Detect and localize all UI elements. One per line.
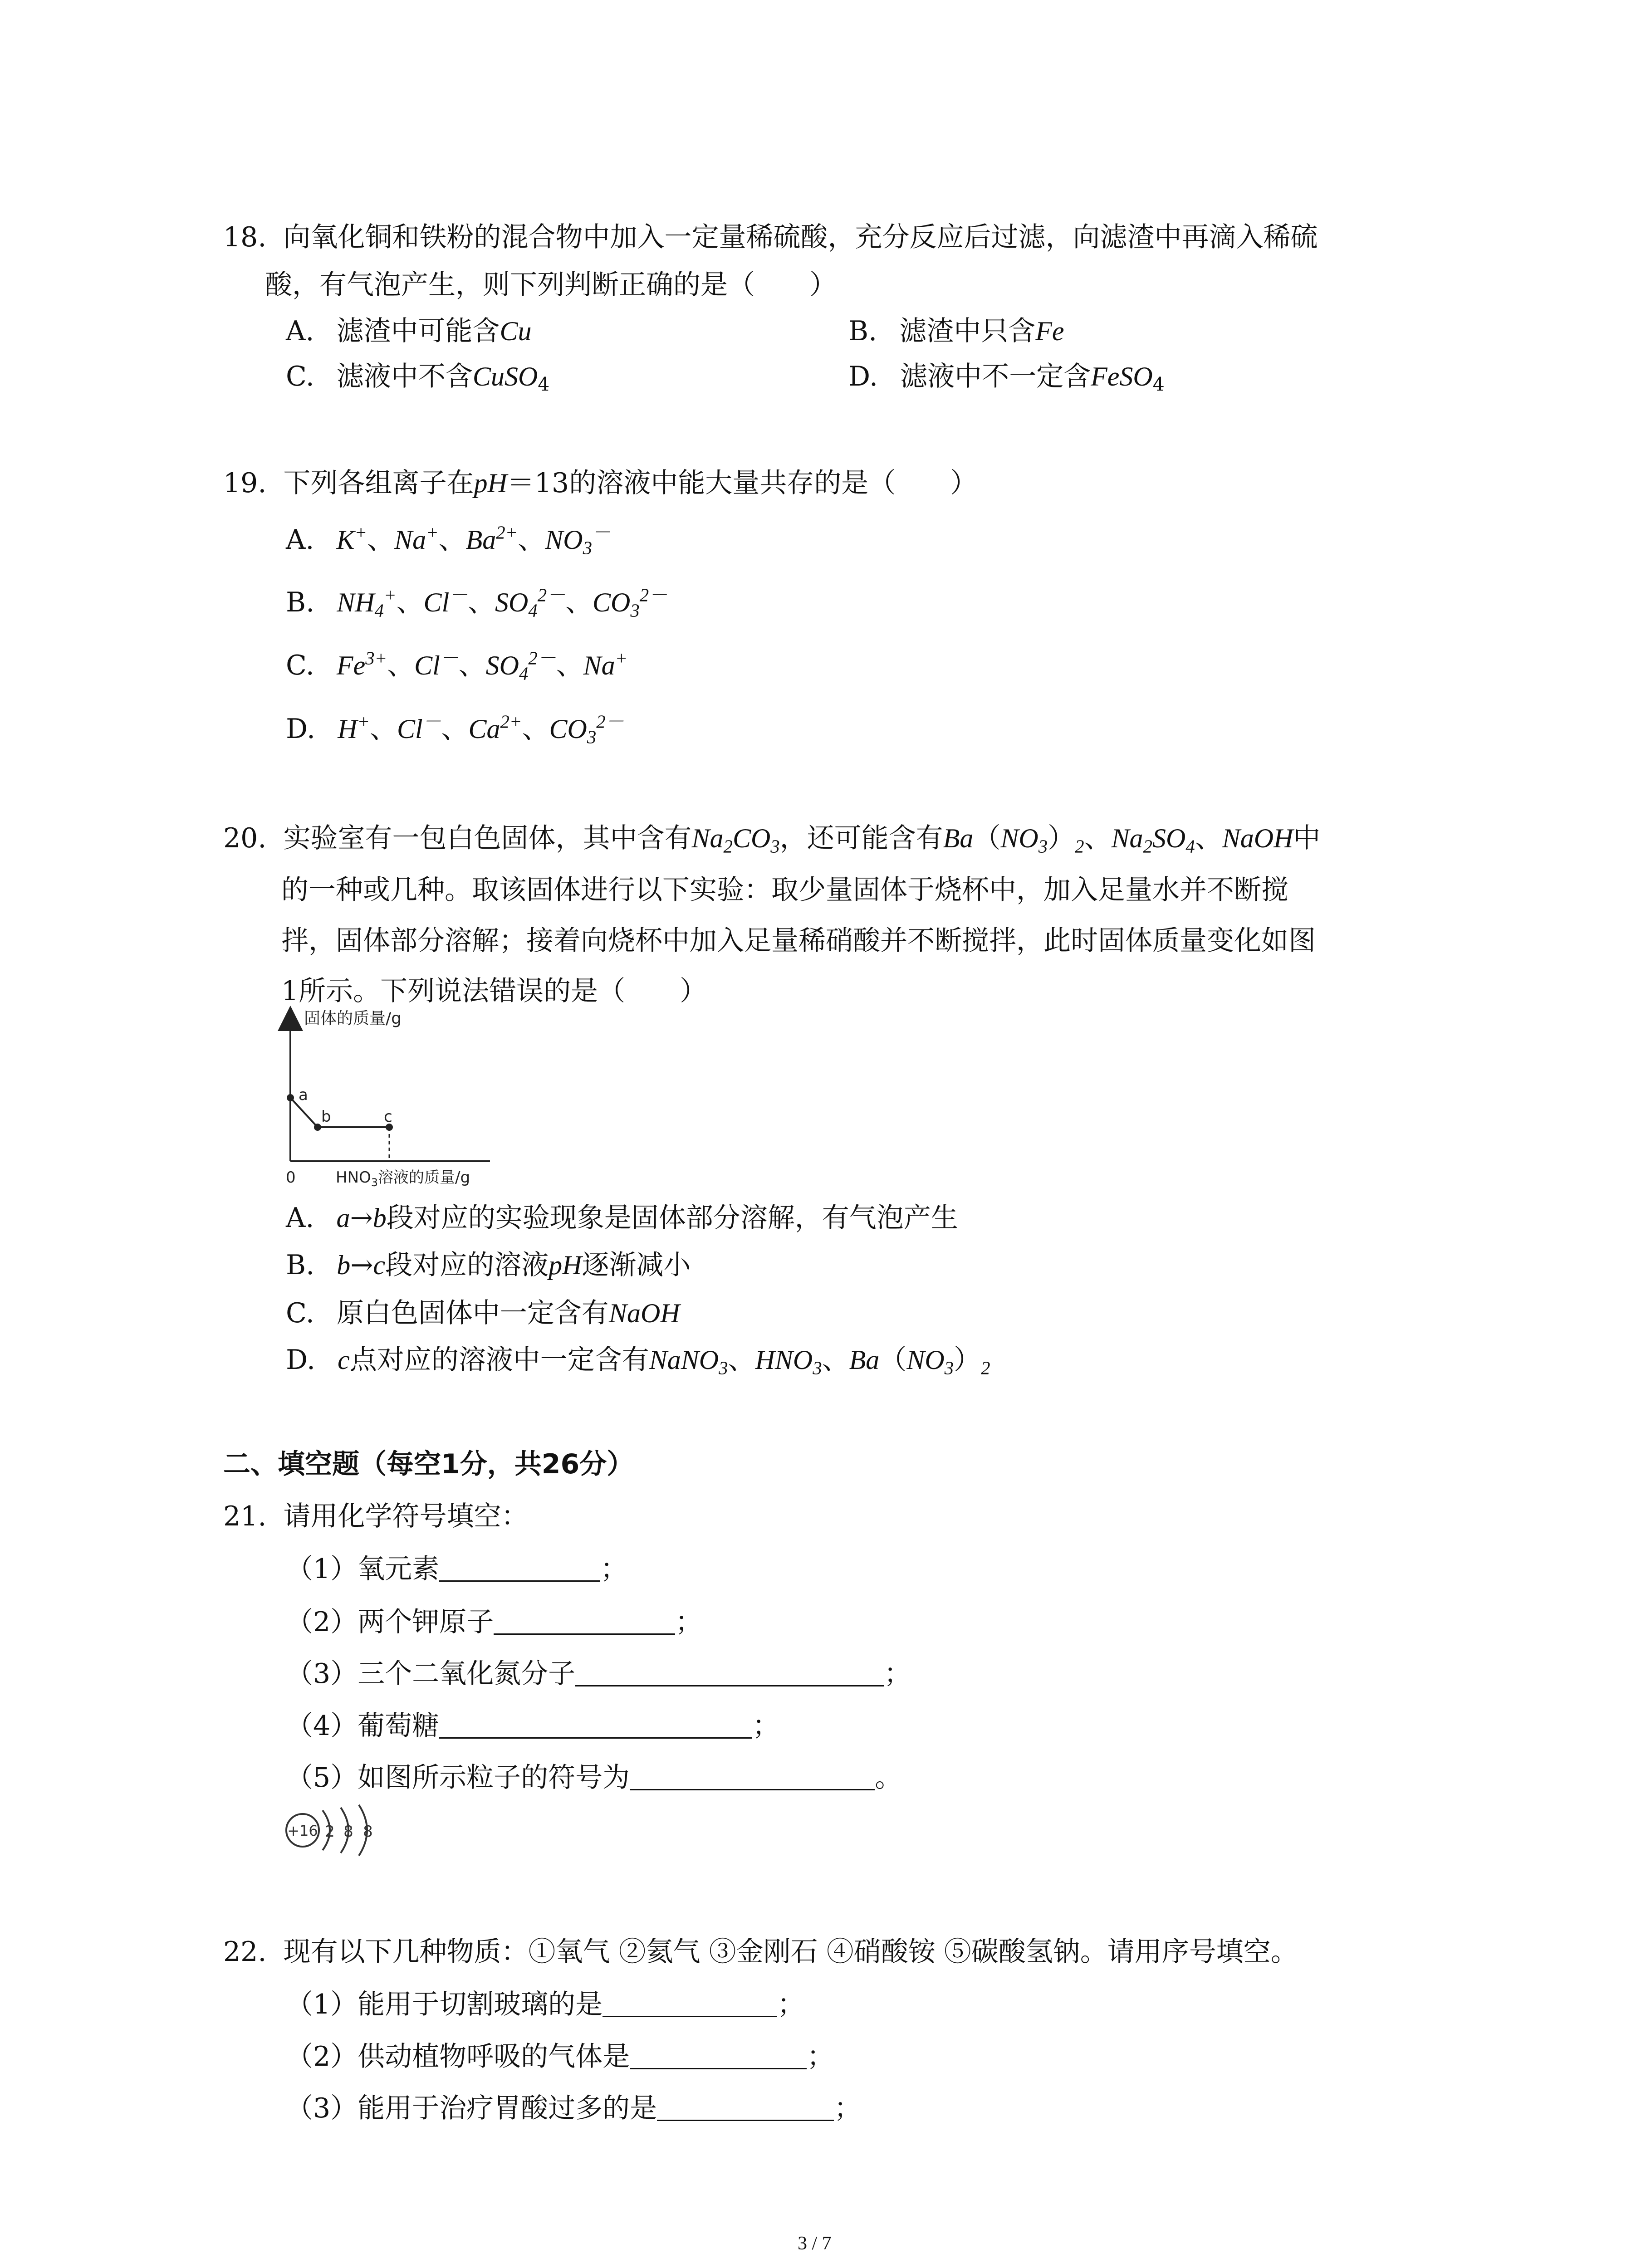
answer-blank[interactable] <box>657 2094 834 2121</box>
q21-item-3: （3）三个二氧化氮分子 ； <box>286 1658 911 1690</box>
q20-stem-line3: 拌，固体部分溶解；接着向烧杯中加入足量稀硝酸并不断搅拌，此时固体质量变化如图 <box>281 925 1316 957</box>
answer-blank[interactable] <box>575 1660 884 1686</box>
q21-item-5: （5）如图所示粒子的符号为 。 <box>286 1762 902 1794</box>
q19-option-a: A. K+、Na+、$Ba^{2+}$、$NO_3^-$ <box>286 522 611 558</box>
q18-stem-line1 <box>223 221 1318 253</box>
q20-option-d: D. c点对应的溶液中一定含有NaNO$_3$、$HNO_3$、$Ba(NO_3)_2$ <box>286 1344 990 1378</box>
q19-ions-d: H+、Cl－、$Ca^{2+}$、$CO_3^{2-}$ <box>338 711 624 748</box>
answer-blank[interactable] <box>439 1712 752 1739</box>
q20-formula-na2so4: $Na_2SO_4$ <box>1111 823 1195 857</box>
q19-option-b: B. $NH_4^+$、Cl－、$SO_4^{2-}$、$CO_3^{2-}$ <box>286 585 667 621</box>
answer-blank[interactable] <box>603 1990 777 2017</box>
atom-shell-3-electrons: 8 <box>363 1823 373 1841</box>
q20-option-c: C. 原白色固体中一定含有NaOH <box>286 1297 680 1329</box>
q18-option-a: A. 滤渣中可能含Cu <box>286 315 532 347</box>
q18-stem-text2: 酸，有气泡产生，则下列判断正确的是（ ） <box>265 269 837 301</box>
q21-item-4: （4）葡萄糖 ； <box>286 1710 780 1742</box>
q18-stem-text1: 向氧化铜和铁粉的混合物中加入一定量稀硫酸，充分反应后过滤，向滤渣中再滴入稀硫 <box>283 221 1318 253</box>
q19-option-c: C. $Fe^{3+}$、Cl－、$SO_4^{2-}$、Na+ <box>286 648 628 684</box>
q22-item-2: （2）供动植物呼吸的气体是 ； <box>286 2041 834 2072</box>
q21-item-2: （2）两个钾原子 ； <box>286 1606 703 1638</box>
graph-label-a: a <box>299 1086 308 1104</box>
q19-stem: 19. 下列各组离子在pH＝13的溶液中能大量共存的是（ ） <box>223 467 978 499</box>
section-2-title: 二、填空题（每空1分，共26分） <box>223 1448 634 1480</box>
answer-blank[interactable] <box>494 1608 675 1635</box>
q19-ions-a: K+、Na+、$Ba^{2+}$、$NO_3^-$ <box>336 522 611 558</box>
page-number: 3 / 7 <box>798 2233 832 2254</box>
graph-y-label: 固体的质量/g <box>304 1009 402 1028</box>
q20-formula-naoh: NaOH <box>1222 823 1293 853</box>
graph-point-b <box>314 1124 321 1131</box>
q20-formula-na2co3: $Na_2CO_3$ <box>691 823 780 857</box>
q22-item-3: （3）能用于治疗胃酸过多的是 ； <box>286 2092 862 2124</box>
q20-option-b: B. b→c段对应的溶液pH逐渐减小 <box>286 1249 691 1281</box>
answer-blank[interactable] <box>439 1555 600 1582</box>
q19-option-d: D. H+、Cl－、$Ca^{2+}$、$CO_3^{2-}$ <box>286 711 624 748</box>
q18-stem-line2 <box>265 269 837 301</box>
graph-label-b: b <box>321 1108 331 1126</box>
q21-atom-structure-diagram <box>279 1799 406 1862</box>
q20-mass-graph <box>272 1005 526 1191</box>
q19-ions-b: $NH_4^+$、Cl－、$SO_4^{2-}$、$CO_3^{2-}$ <box>337 585 667 621</box>
q19-ions-c: $Fe^{3+}$、Cl－、$SO_4^{2-}$、Na+ <box>336 648 628 684</box>
q21-stem: 21. 请用化学符号填空： <box>223 1501 529 1532</box>
atom-nucleus-charge: +16 <box>287 1822 318 1839</box>
answer-blank[interactable] <box>630 1764 875 1790</box>
q18-option-c: C. 滤液中不含CuSO$_4$ <box>286 361 550 396</box>
q18-option-b: B. 滤渣中只含Fe <box>848 315 1064 347</box>
q20-stem-line2: 的一种或几种。取该固体进行以下实验：取少量固体于烧杯中，加入足量水并不断搅 <box>281 874 1288 906</box>
atom-shell-1-electrons: 2 <box>325 1823 335 1841</box>
q21-item-1: （1）氧元素 ； <box>286 1553 628 1585</box>
q20-stem-line1: 20. 实验室有一包白色固体，其中含有$Na_2CO_3$，还可能含有$Ba(NO_3)_2$、$Na_2SO_4$、NaOH中 <box>223 822 1321 857</box>
q20-stem-line4: 1所示。下列说法错误的是（ ） <box>281 975 707 1007</box>
arrow-icon: → <box>350 1249 373 1281</box>
graph-origin: 0 <box>286 1168 296 1187</box>
graph-point-a <box>287 1094 294 1101</box>
q18-option-d: D. 滤液中不一定含FeSO$_4$ <box>848 361 1165 396</box>
q22-stem: 22. 现有以下几种物质：①氧气 ②氦气 ③金刚石 ④硝酸铵 ⑤碳酸氢钠。请用序号填空。 <box>223 1936 1298 1968</box>
answer-blank[interactable] <box>630 2043 807 2069</box>
q20-formula-bano3: $Ba(NO_3)_2$ <box>943 823 1084 857</box>
graph-x-label: $HNO_3$溶液的质量/g <box>336 1168 470 1189</box>
atom-shell-2-electrons: 8 <box>343 1823 353 1841</box>
arrow-icon: → <box>350 1202 373 1234</box>
q20-option-a: A. a→b段对应的实验现象是固体部分溶解，有气泡产生 <box>286 1202 958 1234</box>
q18-number: 18. <box>223 221 267 253</box>
graph-label-c: c <box>384 1108 392 1126</box>
q22-item-1: （1）能用于切割玻璃的是 ； <box>286 1989 805 2020</box>
